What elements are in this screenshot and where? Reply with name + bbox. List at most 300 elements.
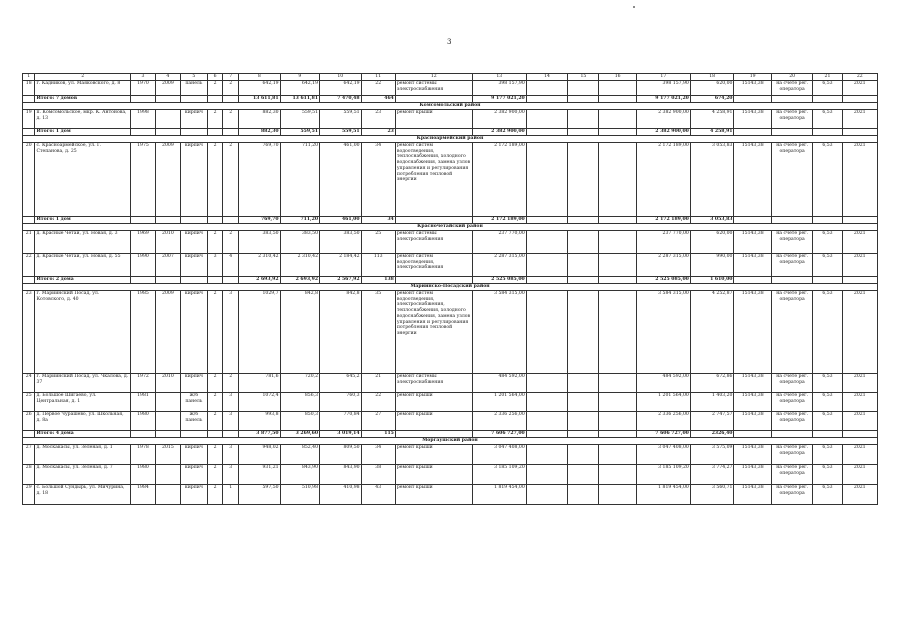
- cell-area_all: 842,8: [280, 291, 319, 374]
- cell-c14: [526, 465, 568, 485]
- cell-c16: [599, 81, 636, 96]
- column-number-row: [23, 74, 878, 81]
- cell-works: ремонт крыши: [395, 485, 472, 505]
- cell-c21: 6,53: [813, 81, 842, 96]
- total-c18: 1 610,00: [690, 277, 734, 284]
- cell-address: д. Красные Четаи, ул. Новая, д. 55: [35, 254, 131, 277]
- total-blank: [155, 96, 180, 103]
- total-blank: [771, 129, 813, 136]
- cell-c15: [568, 231, 599, 254]
- cell-n: 28: [23, 465, 35, 485]
- cell-c16: [599, 393, 636, 412]
- cell-c19: 15143,38: [734, 465, 771, 485]
- cell-area_res: 809,50: [320, 445, 362, 465]
- cell-entr: 3: [223, 445, 239, 465]
- cell-address: д. Первое Чурашево, ул. Школьная, д. 8а: [35, 412, 131, 431]
- scan-speck: [633, 6, 635, 8]
- total-blank: [131, 217, 156, 224]
- cell-repair_year: 2009: [155, 81, 180, 96]
- cell-residents: 35: [361, 291, 395, 374]
- total-blank: [131, 96, 156, 103]
- cell-n: 22: [23, 254, 35, 277]
- cell-repair_year: [155, 485, 180, 505]
- cell-wall: ж/б панель: [180, 412, 207, 431]
- cell-c17: 3 185 109,20: [636, 465, 690, 485]
- cell-area_all: 720,2: [280, 374, 319, 393]
- table-row: [23, 412, 878, 431]
- total-blank: [155, 129, 180, 136]
- cell-c14: [526, 374, 568, 393]
- total-blank: [599, 96, 636, 103]
- cell-residents: 23: [361, 110, 395, 129]
- cell-repair_year: [155, 412, 180, 431]
- cell-built: 1975: [131, 143, 156, 217]
- cell-area_all: 559,51: [280, 110, 319, 129]
- cell-address: с. Большой Сундырь, ул. Мичурина, д. 18: [35, 485, 131, 505]
- cell-repair_year: [155, 465, 180, 485]
- total-row: [23, 129, 878, 136]
- cell-c19: 15143,38: [734, 445, 771, 465]
- cell-cost: 3 584 315,00: [472, 291, 526, 374]
- cell-area_res: 461,00: [320, 143, 362, 217]
- district-header-row: [23, 438, 878, 445]
- column-number: 8: [239, 74, 281, 81]
- cell-works: ремонт систем водоотведения, электроснабжения: [395, 254, 472, 277]
- total-blank: [395, 277, 472, 284]
- cell-area_all: 850,3: [280, 412, 319, 431]
- column-number: 3: [131, 74, 156, 81]
- cell-c20: на счете рег. оператора: [771, 81, 813, 96]
- district-name: Мариинско-Посадский район: [23, 284, 878, 291]
- total-blank: [223, 96, 239, 103]
- cell-floors: 2: [207, 485, 223, 505]
- cell-wall: кирпич: [180, 374, 207, 393]
- cell-c17: 2 287 315,00: [636, 254, 690, 277]
- total-blank: [599, 129, 636, 136]
- cell-c15: [568, 445, 599, 465]
- cell-area_res: 760,3: [320, 393, 362, 412]
- total-area_all: 711,20: [280, 217, 319, 224]
- total-blank: [771, 217, 813, 224]
- cell-c19: 15143,38: [734, 231, 771, 254]
- cell-built: 1978: [131, 445, 156, 465]
- cell-c15: [568, 291, 599, 374]
- total-blank: [23, 129, 35, 136]
- cell-built: 1969: [131, 231, 156, 254]
- cell-works: ремонт систем водоотведения, электроснабжения, теплоснабжения, холодного водоснабжения, замена узлов управления и регулирования потребления тепловой энергии: [395, 291, 472, 374]
- total-blank: [599, 277, 636, 284]
- cell-c22: 2021: [842, 465, 878, 485]
- cell-c18: 1 403,20: [690, 393, 734, 412]
- cell-built: 1984: [131, 485, 156, 505]
- cell-area_all: 642,19: [280, 81, 319, 96]
- cell-built: 1980: [131, 465, 156, 485]
- cell-c15: [568, 412, 599, 431]
- cell-floors: 2: [207, 291, 223, 374]
- cell-c19: 15143,38: [734, 291, 771, 374]
- cell-area_res: 2 184,42: [320, 254, 362, 277]
- cell-area_res: 642,19: [320, 81, 362, 96]
- cell-n: 23: [23, 291, 35, 374]
- total-c18: 4 258,91: [690, 129, 734, 136]
- total-blank: [813, 129, 842, 136]
- table-row: [23, 231, 878, 254]
- total-area_all: 559,51: [280, 129, 319, 136]
- cell-c14: [526, 412, 568, 431]
- cell-floors: 2: [207, 143, 223, 217]
- table-row: [23, 291, 878, 374]
- cell-n: 24: [23, 374, 35, 393]
- cell-c18: 3 053,83: [690, 143, 734, 217]
- cell-c20: на счете рег. оператора: [771, 291, 813, 374]
- cell-repair_year: 2015: [155, 445, 180, 465]
- cell-residents: 21: [361, 374, 395, 393]
- total-blank: [526, 129, 568, 136]
- cell-c19: 15143,38: [734, 143, 771, 217]
- total-blank: [813, 277, 842, 284]
- cell-c20: на счете рег. оператора: [771, 485, 813, 505]
- total-blank: [395, 217, 472, 224]
- cell-c22: 2021: [842, 445, 878, 465]
- total-row: [23, 277, 878, 284]
- cell-area_res: 559,51: [320, 110, 362, 129]
- total-blank: [23, 96, 35, 103]
- cell-area_total: 1029,7: [239, 291, 281, 374]
- cell-c20: на счете рег. оператора: [771, 465, 813, 485]
- cell-c14: [526, 291, 568, 374]
- cell-area_total: 597,50: [239, 485, 281, 505]
- cell-c21: 6,53: [813, 110, 842, 129]
- cell-c16: [599, 374, 636, 393]
- cell-wall: кирпич: [180, 485, 207, 505]
- cell-c18: 620,00: [690, 231, 734, 254]
- cell-c18: 4 252,87: [690, 291, 734, 374]
- column-number: 10: [320, 74, 362, 81]
- cell-c16: [599, 291, 636, 374]
- cell-wall: ж/б панель: [180, 393, 207, 412]
- cell-c18: 672,86: [690, 374, 734, 393]
- total-label: Итого: 4 дома: [35, 431, 131, 438]
- cell-area_total: 993,8: [239, 412, 281, 431]
- cell-c19: 15143,38: [734, 254, 771, 277]
- cell-repair_year: 2009: [155, 143, 180, 217]
- column-number: 21: [813, 74, 842, 81]
- cell-wall: панель: [180, 81, 207, 96]
- cell-c17: 484 592,00: [636, 374, 690, 393]
- total-blank: [599, 217, 636, 224]
- cell-c20: на счете рег. оператора: [771, 412, 813, 431]
- district-name: Красночетайский район: [23, 224, 878, 231]
- total-blank: [526, 96, 568, 103]
- cell-area_all: 2 310,42: [280, 254, 319, 277]
- total-blank: [734, 431, 771, 438]
- total-blank: [23, 431, 35, 438]
- column-number: 15: [568, 74, 599, 81]
- total-blank: [813, 217, 842, 224]
- cell-c18: 990,00: [690, 254, 734, 277]
- cell-area_total: 769,70: [239, 143, 281, 217]
- total-blank: [771, 277, 813, 284]
- cell-works: ремонт системы электроснабжения: [395, 81, 472, 96]
- cell-c15: [568, 110, 599, 129]
- table-row: [23, 81, 878, 96]
- total-blank: [568, 277, 599, 284]
- total-blank: [180, 217, 207, 224]
- cell-c21: 6,53: [813, 374, 842, 393]
- total-blank: [568, 217, 599, 224]
- total-blank: [568, 129, 599, 136]
- total-area_res: 2 567,92: [320, 277, 362, 284]
- cell-c20: на счете рег. оператора: [771, 110, 813, 129]
- cell-c18: 4 258,91: [690, 110, 734, 129]
- cell-residents: 38: [361, 465, 395, 485]
- cell-area_res: 410,98: [320, 485, 362, 505]
- cell-c20: на счете рег. оператора: [771, 143, 813, 217]
- cell-residents: 22: [361, 393, 395, 412]
- total-area_total: 882,30: [239, 129, 281, 136]
- cell-floors: 2: [207, 412, 223, 431]
- cell-wall: кирпич: [180, 231, 207, 254]
- total-c18: 2326,40: [690, 431, 734, 438]
- cell-entr: 3: [223, 291, 239, 374]
- cell-entr: 2: [223, 231, 239, 254]
- total-blank: [395, 431, 472, 438]
- cell-c19: 15143,38: [734, 374, 771, 393]
- total-blank: [155, 431, 180, 438]
- cell-wall: кирпич: [180, 291, 207, 374]
- cell-wall: кирпич: [180, 254, 207, 277]
- column-number: 14: [526, 74, 568, 81]
- district-header-row: [23, 136, 878, 143]
- cell-c21: 6,53: [813, 254, 842, 277]
- cell-n: 27: [23, 445, 35, 465]
- total-blank: [180, 431, 207, 438]
- total-blank: [813, 96, 842, 103]
- total-row: [23, 217, 878, 224]
- cell-c22: 2021: [842, 374, 878, 393]
- cell-repair_year: [155, 393, 180, 412]
- cell-area_all: 852,40: [280, 445, 319, 465]
- cell-entr: 1: [223, 485, 239, 505]
- cell-address: п. Комсомольское, мкр. К. Антонова, д. 13: [35, 110, 131, 129]
- cell-cost: 2 382 900,00: [472, 110, 526, 129]
- column-number: 16: [599, 74, 636, 81]
- cell-c17: 398 157,90: [636, 81, 690, 96]
- cell-cost: 2 287 315,00: [472, 254, 526, 277]
- cell-address: с. Красноармейское, ул. Г. Степанова, д. 25: [35, 143, 131, 217]
- total-blank: [180, 129, 207, 136]
- cell-floors: 2: [207, 445, 223, 465]
- table-row: [23, 254, 878, 277]
- column-number: 9: [280, 74, 319, 81]
- cell-c21: 6,53: [813, 393, 842, 412]
- column-number: 20: [771, 74, 813, 81]
- cell-c17: 2 336 256,00: [636, 412, 690, 431]
- cell-c21: 6,53: [813, 291, 842, 374]
- cell-entr: 2: [223, 110, 239, 129]
- cell-address: д. Москакасы, ул. Зеленая, д. 1: [35, 445, 131, 465]
- total-blank: [155, 217, 180, 224]
- cell-c16: [599, 231, 636, 254]
- cell-c20: на счете рег. оператора: [771, 393, 813, 412]
- total-label: Итого: 2 дома: [35, 277, 131, 284]
- table-row: [23, 485, 878, 505]
- table-row: [23, 143, 878, 217]
- cell-c14: [526, 393, 568, 412]
- total-area_res: 7 470,48: [320, 96, 362, 103]
- cell-area_total: 383,50: [239, 231, 281, 254]
- cell-floors: 2: [207, 393, 223, 412]
- total-area_total: 2 693,92: [239, 277, 281, 284]
- total-blank: [223, 277, 239, 284]
- cell-c14: [526, 143, 568, 217]
- total-blank: [131, 431, 156, 438]
- total-blank: [223, 129, 239, 136]
- cell-built: 1980: [131, 412, 156, 431]
- cell-c19: 15143,38: [734, 393, 771, 412]
- total-c18: 674,20: [690, 96, 734, 103]
- cell-c16: [599, 143, 636, 217]
- cell-area_all: 383,50: [280, 231, 319, 254]
- total-cost: 7 606 727,00: [472, 431, 526, 438]
- cell-floors: 2: [207, 374, 223, 393]
- cell-cost: 1 819 454,00: [472, 485, 526, 505]
- cell-c16: [599, 485, 636, 505]
- column-number: 13: [472, 74, 526, 81]
- total-c17: 2 382 900,00: [636, 129, 690, 136]
- cell-wall: кирпич: [180, 465, 207, 485]
- total-cost: 2 525 085,00: [472, 277, 526, 284]
- cell-c20: на счете рег. оператора: [771, 231, 813, 254]
- cell-works: ремонт крыши: [395, 412, 472, 431]
- total-blank: [526, 431, 568, 438]
- cell-c14: [526, 81, 568, 96]
- total-blank: [395, 96, 472, 103]
- cell-c14: [526, 231, 568, 254]
- cell-c14: [526, 445, 568, 465]
- total-c17: 2 525 085,00: [636, 277, 690, 284]
- cell-area_total: 1072,4: [239, 393, 281, 412]
- cell-area_res: 843,90: [320, 465, 362, 485]
- column-number: 6: [207, 74, 223, 81]
- cell-residents: 27: [361, 412, 395, 431]
- cell-c16: [599, 445, 636, 465]
- total-blank: [842, 96, 878, 103]
- cell-c17: 3 047 408,00: [636, 445, 690, 465]
- total-area_total: 769,70: [239, 217, 281, 224]
- cell-repair_year: 2009: [155, 291, 180, 374]
- cell-address: г. Кадников, ул. Маяковского, д. 8: [35, 81, 131, 96]
- cell-area_total: 882,30: [239, 110, 281, 129]
- cell-c15: [568, 254, 599, 277]
- cell-works: ремонт системы электроснабжения: [395, 374, 472, 393]
- cell-floors: 2: [207, 231, 223, 254]
- cell-repair_year: 2010: [155, 374, 180, 393]
- total-area_res: 3 019,14: [320, 431, 362, 438]
- cell-c14: [526, 110, 568, 129]
- cell-residents: 25: [361, 231, 395, 254]
- cell-built: 1998: [131, 110, 156, 129]
- total-blank: [734, 129, 771, 136]
- cell-area_res: 383,50: [320, 231, 362, 254]
- cell-entr: 2: [223, 143, 239, 217]
- total-blank: [734, 96, 771, 103]
- district-header-row: [23, 224, 878, 231]
- cell-c20: на счете рег. оператора: [771, 254, 813, 277]
- cell-area_total: 642,19: [239, 81, 281, 96]
- total-area_total: 13 611,81: [239, 96, 281, 103]
- total-blank: [526, 277, 568, 284]
- cell-cost: 237 770,00: [472, 231, 526, 254]
- total-blank: [180, 96, 207, 103]
- cell-c17: 2 382 900,00: [636, 110, 690, 129]
- cell-cost: 398 157,90: [472, 81, 526, 96]
- cell-c18: 3 774,27: [690, 465, 734, 485]
- cell-c19: 15143,38: [734, 81, 771, 96]
- cell-area_total: 2 310,42: [239, 254, 281, 277]
- cell-area_res: 842,8: [320, 291, 362, 374]
- total-residents: 23: [361, 129, 395, 136]
- cell-area_res: 770,84: [320, 412, 362, 431]
- cell-floors: 2: [207, 465, 223, 485]
- column-number: 1: [23, 74, 35, 81]
- total-blank: [599, 431, 636, 438]
- total-blank: [526, 217, 568, 224]
- table-row: [23, 374, 878, 393]
- total-c17: 2 172 189,00: [636, 217, 690, 224]
- cell-c15: [568, 81, 599, 96]
- total-blank: [207, 96, 223, 103]
- cell-built: 1981: [131, 393, 156, 412]
- cell-n: 29: [23, 485, 35, 505]
- cell-n: 18: [23, 81, 35, 96]
- cell-works: ремонт крыши: [395, 465, 472, 485]
- total-residents: 138: [361, 277, 395, 284]
- table-row: [23, 445, 878, 465]
- cell-wall: кирпич: [180, 110, 207, 129]
- cell-works: ремонт крыши: [395, 445, 472, 465]
- column-number: 18: [690, 74, 734, 81]
- total-area_all: 13 611,81: [280, 96, 319, 103]
- total-blank: [568, 431, 599, 438]
- cell-c17: 2 172 189,00: [636, 143, 690, 217]
- cell-c20: на счете рег. оператора: [771, 445, 813, 465]
- total-blank: [207, 129, 223, 136]
- cell-n: 21: [23, 231, 35, 254]
- cell-c15: [568, 485, 599, 505]
- total-label: Итого: 1 дом: [35, 129, 131, 136]
- column-number: 11: [361, 74, 395, 81]
- cell-cost: 2 336 256,00: [472, 412, 526, 431]
- cell-area_total: 948,02: [239, 445, 281, 465]
- cell-residents: 43: [361, 485, 395, 505]
- cell-c22: 2021: [842, 143, 878, 217]
- cell-residents: 34: [361, 143, 395, 217]
- repair-program-table: [22, 73, 878, 505]
- cell-c22: 2021: [842, 231, 878, 254]
- cell-c16: [599, 412, 636, 431]
- total-blank: [180, 277, 207, 284]
- column-number: 5: [180, 74, 207, 81]
- total-blank: [223, 217, 239, 224]
- cell-c21: 6,53: [813, 143, 842, 217]
- cell-floors: 2: [207, 110, 223, 129]
- district-name: Моргаушский район: [23, 438, 878, 445]
- cell-area_all: 711,20: [280, 143, 319, 217]
- total-area_res: 559,51: [320, 129, 362, 136]
- total-blank: [131, 277, 156, 284]
- total-blank: [813, 431, 842, 438]
